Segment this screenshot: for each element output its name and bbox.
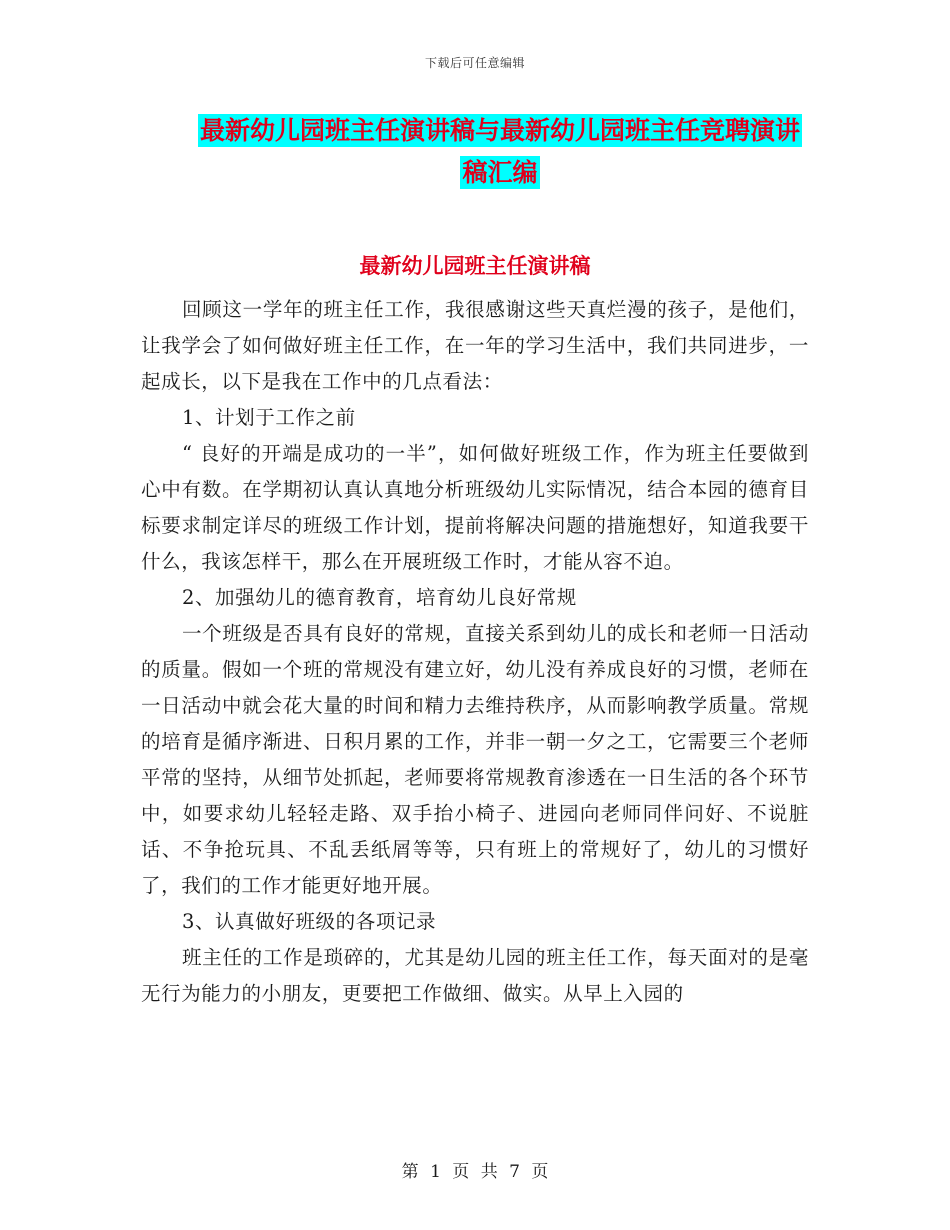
- document-body: [141, 292, 809, 1012]
- list-heading: 2、加强幼儿的德育教育，培育幼儿良好常规: [181, 586, 577, 609]
- header-note: 下载后可任意编辑: [424, 56, 525, 70]
- main-title-text: 最新幼儿园班主任演讲稿与最新幼儿园班主任竞聘演讲稿汇编: [199, 116, 800, 187]
- paragraph: 班主任的工作是琐碎的，尤其是幼儿园的班主任工作，每天面对的是毫无行为能力的小朋友，更要把工作做细、做实。从早上入园的: [141, 946, 809, 1005]
- paragraph: 一个班级是否具有良好的常规，直接关系到幼儿的成长和老师一日活动的质量。假如一个班的常规没有建立好，幼儿没有养成良好的习惯，老师在一日活动中就会花大量的时间和精力去维持秩序，从而影响教学质量。常规的培育是循序渐进、日积月累的工作，并非一朝一夕之工，它需要三个老师平常的坚持，从细节处抓起，老师要将常规教育渗透在一日生活的各个环节中，如要求幼儿轻轻走路、双手抬小椅子、进园向老师同伴问好、不说脏话、不争抢玩具、不乱丢纸屑等等，只有班上的常规好了，幼儿的习惯好了，我们的工作才能更好地开展。: [141, 622, 809, 897]
- page-number: 第 1 页 共 7 页: [401, 1162, 549, 1182]
- section-title: 最新幼儿园班主任演讲稿: [359, 254, 591, 278]
- list-heading: 3、认真做好班级的各项记录: [181, 910, 437, 933]
- list-heading: 1、计划于工作之前: [181, 406, 356, 429]
- paragraph: 回顾这一学年的班主任工作，我很感谢这些天真烂漫的孩子，是他们，让我学会了如何做好班主任工作，在一年的学习生活中，我们共同进步，一起成长，以下是我在工作中的几点看法：: [141, 298, 809, 393]
- paragraph: “ 良好的开端是成功的一半”，如何做好班级工作，作为班主任要做到心中有数。在学期初认真认真地分析班级幼儿实际情况，结合本园的德育目标要求制定详尽的班级工作计划，提前将解决问题的措施想好，知道我要干什么，我该怎样干，那么在开展班级工作时，才能从容不迫。: [141, 442, 809, 573]
- document-main-title: [190, 110, 810, 194]
